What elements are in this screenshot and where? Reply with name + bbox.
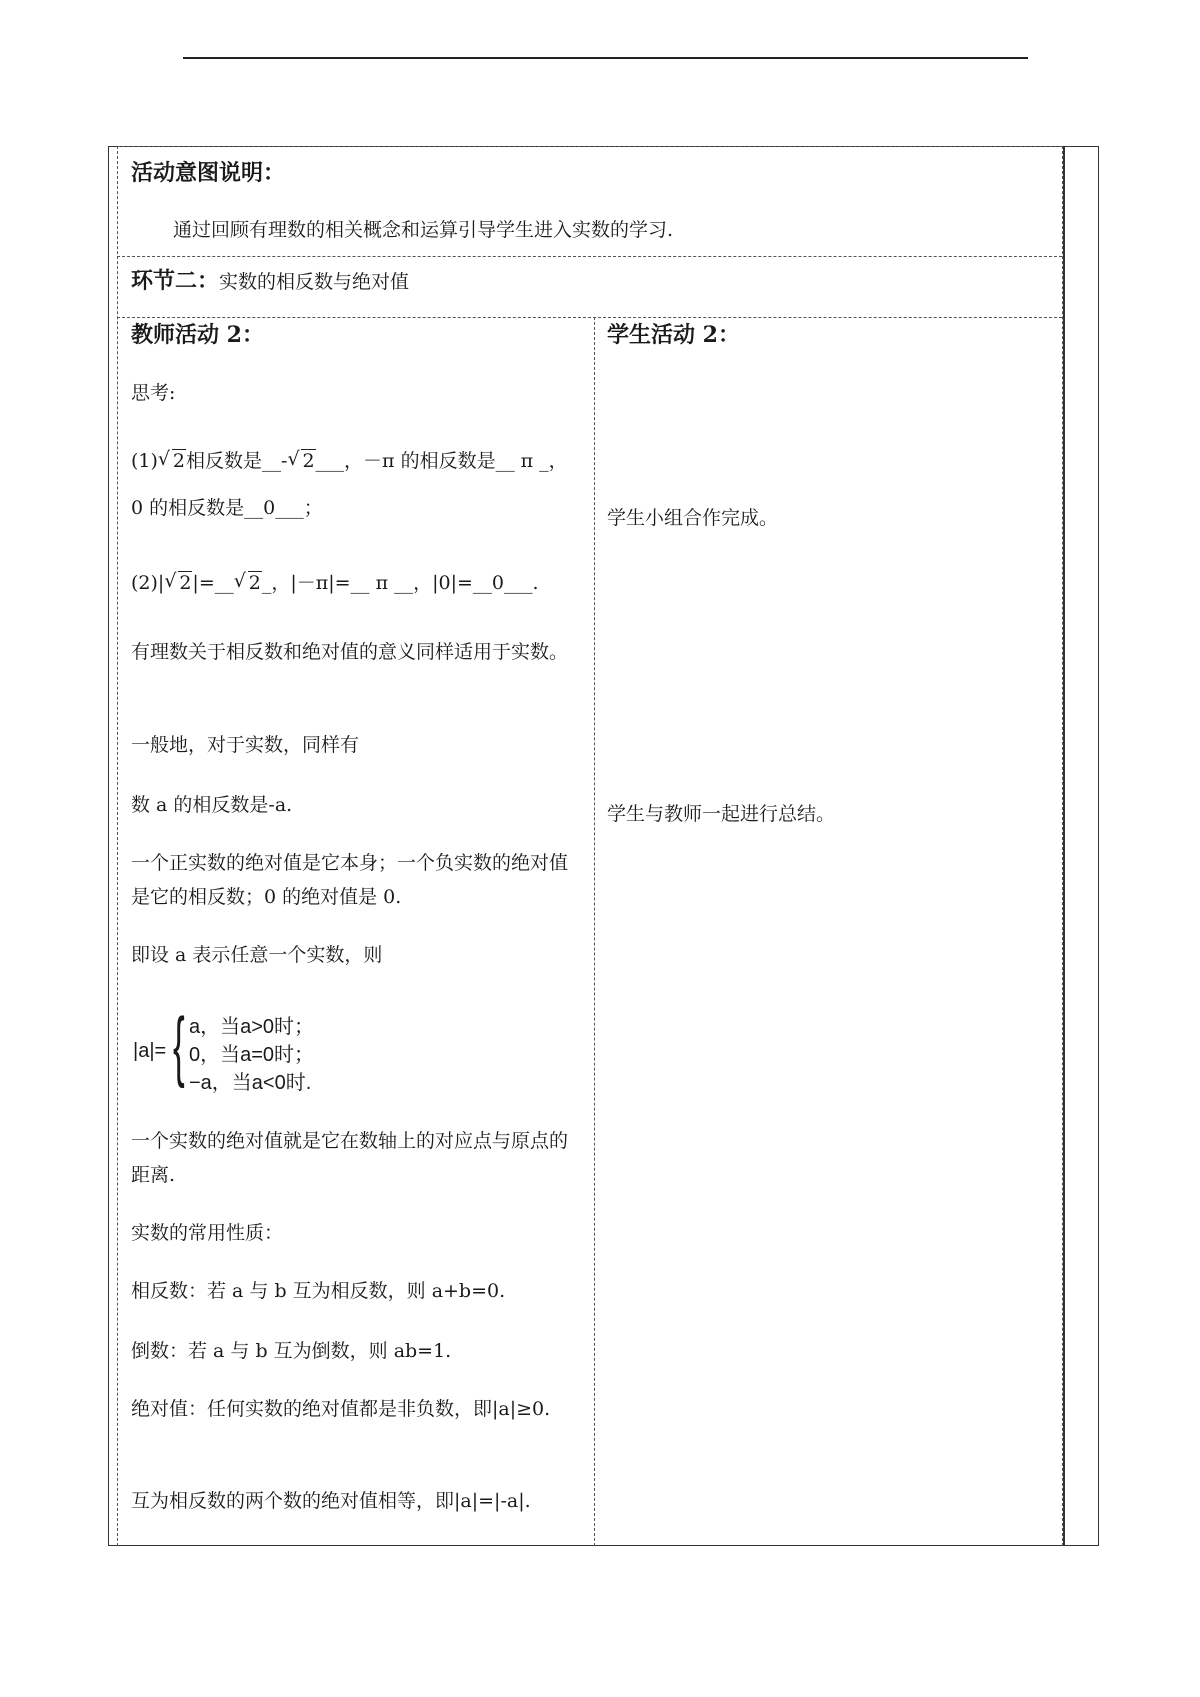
left-brace: { — [173, 1001, 185, 1089]
question-2 — [131, 572, 539, 595]
paragraph-let-a: 即设 a 表示任意一个实数，则 — [131, 944, 383, 966]
q1-text-a: 相反数是__ — [186, 450, 282, 472]
student-activity-heading: 学生活动 2： — [607, 322, 740, 348]
stage-two-row — [131, 268, 409, 294]
dashed-divider-1 — [117, 256, 1062, 257]
dashed-border-right — [1062, 146, 1063, 1546]
table-right-column-border — [1063, 146, 1065, 1546]
stage-two-title: 实数的相反数与绝对值 — [219, 271, 410, 293]
property-equal-absolute: 互为相反数的两个数的绝对值相等，即|a|=|-a|. — [131, 1490, 531, 1512]
sqrt-radicand: 2 — [302, 450, 315, 472]
stage-two-heading: 环节二： — [131, 268, 220, 294]
q2-abs-bar: | — [157, 572, 165, 594]
absolute-value-formula — [133, 1001, 353, 1096]
sqrt-radicand: 2 — [172, 450, 186, 472]
sqrt-symbol — [287, 450, 315, 473]
dashed-border-top — [117, 146, 1062, 147]
q1-number: (1) — [131, 450, 158, 472]
student-summary: 学生与教师一起进行总结。 — [607, 803, 836, 825]
teacher-activity-heading: 教师活动 2： — [131, 322, 264, 348]
property-reciprocal: 倒数：若 a 与 b 互为倒数，则 ab=1. — [131, 1340, 452, 1362]
paragraph-opposite: 数 a 的相反数是-a. — [131, 794, 293, 816]
q2-text-b: |=__ — [192, 572, 234, 594]
paragraph-absolute-rules: 一个正实数的绝对值是它本身；一个负实数的绝对值是它的相反数；0 的绝对值是 0. — [131, 852, 569, 908]
paragraph-distance: 一个实数的绝对值就是它在数轴上的对应点与原点的距离. — [131, 1130, 569, 1186]
formula-case-3: −a，当a<0时. — [189, 1072, 312, 1094]
formula-lhs: |a|= — [133, 1040, 167, 1062]
sqrt-symbol — [158, 450, 186, 473]
header-rule — [183, 57, 1028, 59]
dashed-divider-2 — [117, 317, 1062, 318]
question-1-line-1 — [131, 450, 568, 473]
q2-text-c: _，|－π|=__ π __，|0|=__0___. — [261, 572, 539, 594]
sqrt-radicand: 2 — [248, 572, 261, 594]
intent-text: 通过回顾有理数的相关概念和运算引导学生进入实数的学习. — [173, 219, 674, 241]
paragraph-rational-applies: 有理数关于相反数和绝对值的意义同样适用于实数。 — [131, 641, 569, 663]
property-absolute: 绝对值：任何实数的绝对值都是非负数，即|a|≥0. — [131, 1398, 551, 1420]
sqrt-symbol — [164, 572, 192, 595]
paragraph-properties: 实数的常用性质： — [131, 1222, 284, 1244]
q1-text-d: ___，－π 的相反数是__ π _， — [315, 450, 568, 472]
property-opposite: 相反数：若 a 与 b 互为相反数，则 a+b=0. — [131, 1280, 506, 1302]
sqrt-symbol — [234, 572, 262, 595]
formula-case-1: a，当a>0时； — [189, 1016, 315, 1038]
intent-heading: 活动意图说明： — [131, 160, 286, 186]
question-1-line-2: 0 的相反数是__0___； — [131, 497, 323, 519]
paragraph-generally: 一般地，对于实数，同样有 — [131, 734, 360, 756]
student-group-work: 学生小组合作完成。 — [607, 507, 779, 529]
q1-minus: - — [281, 450, 288, 472]
think-label: 思考: — [131, 382, 176, 404]
formula-case-2: 0，当a=0时； — [189, 1044, 315, 1066]
q2-number: (2) — [131, 572, 158, 594]
sqrt-radicand: 2 — [179, 572, 192, 594]
dashed-border-left — [117, 146, 118, 1546]
dashed-column-divider — [594, 317, 595, 1546]
